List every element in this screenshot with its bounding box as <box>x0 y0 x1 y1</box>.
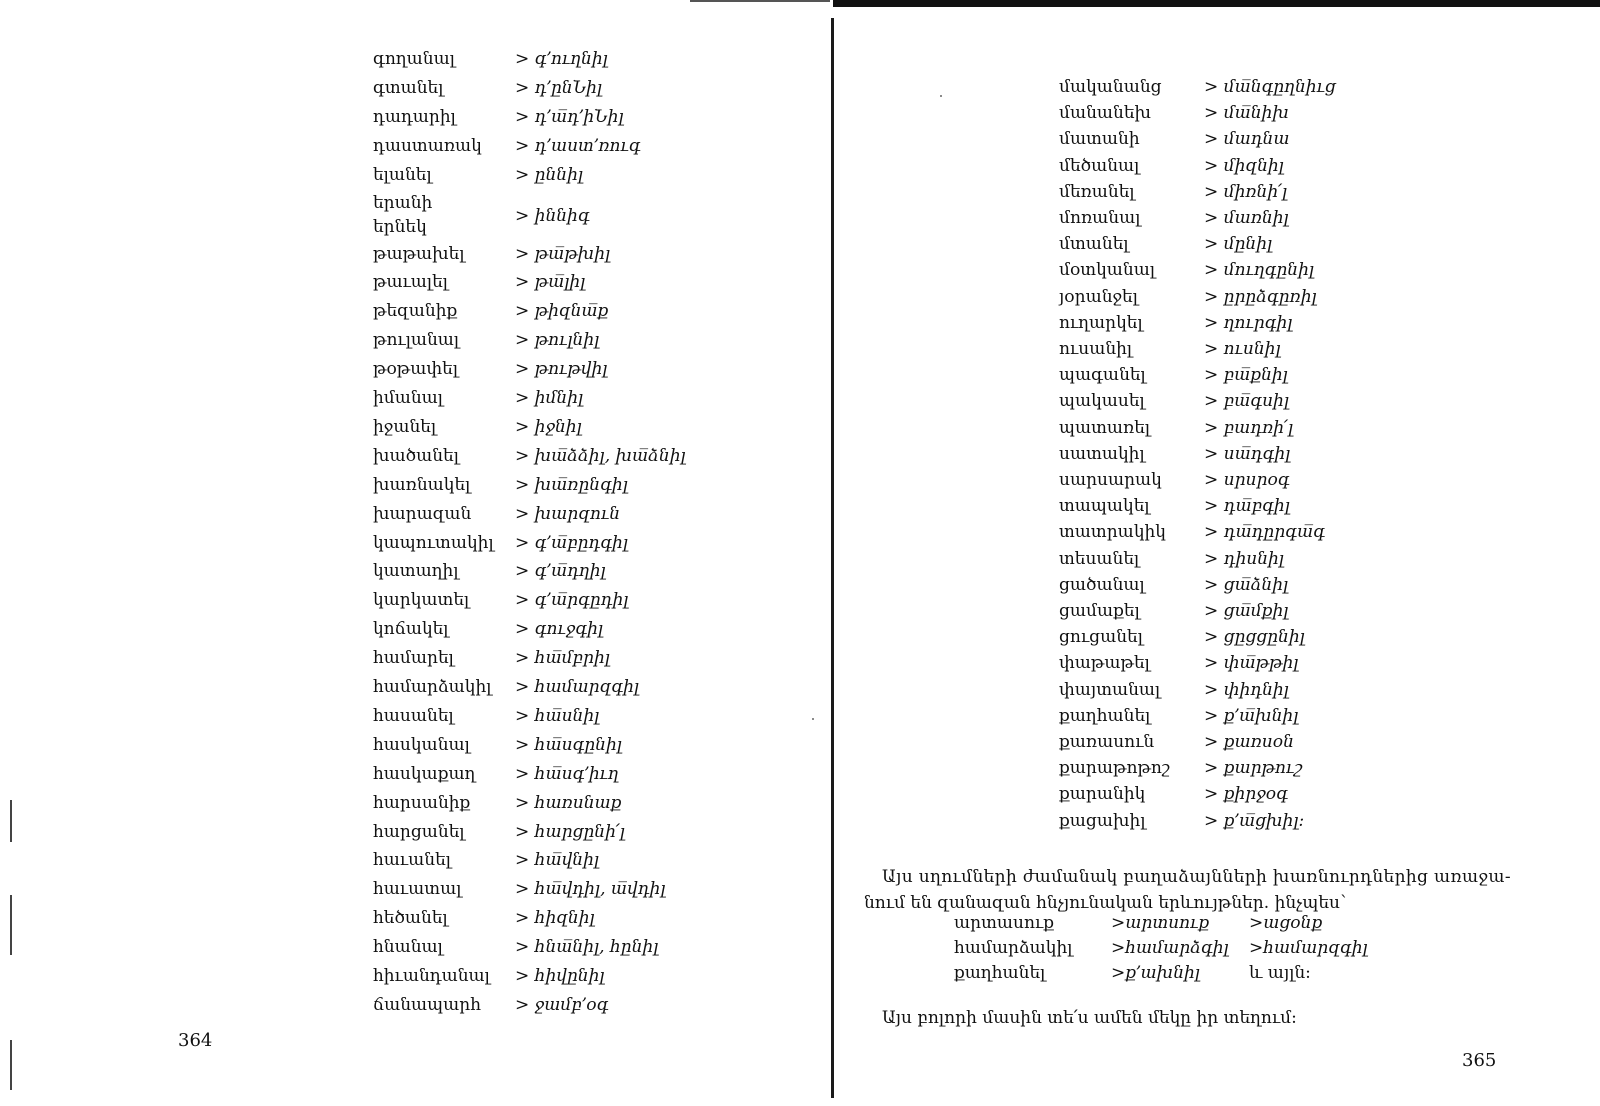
vocab-dialect-form: > գ՚ա̅րգըդիլ <box>515 590 629 611</box>
vocab-source-word: մոռանալ <box>1059 208 1141 228</box>
vocab-dialect-form: > հա̅մբրիլ <box>515 648 610 669</box>
vocab-source-word: իմանալ <box>373 388 443 408</box>
vocab-dialect-form: > փիդնիլ <box>1204 679 1289 700</box>
vocab-source-word: պագանել <box>1059 365 1146 386</box>
vocab-source-word: գողանալ <box>373 49 455 69</box>
vocab-source-word: հաւատալ <box>373 879 462 900</box>
vocab-dialect-form: > ղուրգիլ <box>1204 312 1293 333</box>
vocab-dialect-form: > դ՚աստ՚ռուգ <box>515 135 641 156</box>
vocab-dialect-form: > ցա̅մքիլ <box>1204 601 1289 621</box>
vocab-source-word: համարձակիլ <box>373 677 492 697</box>
vocab-source-word: քարաթոթոշ <box>1059 758 1170 779</box>
vocab-dialect-form: > հա̅վդիլ, ա̅վդիլ <box>515 879 666 900</box>
vocab-dialect-form: > հա̅սգընիլ <box>515 734 622 755</box>
vocab-dialect-form: > ցա̅ձնիլ <box>1204 574 1289 595</box>
vocab-dialect-form: > թա̅թխիլ <box>515 243 611 264</box>
vocab-dialect-form: > հնա̅նիլ, հընիլ <box>515 937 659 958</box>
vocab-dialect-form: > բա̅գսիլ <box>1204 391 1290 412</box>
vocab-dialect-form: > դա̅բգիլ <box>1204 496 1290 517</box>
vocab-dialect-form: > խարզուն <box>515 503 621 524</box>
vocab-dialect-form: > մընիլ <box>1204 234 1273 255</box>
vocab-dialect-form: > գ՚ա̅դղիլ <box>515 561 606 582</box>
vocab-dialect-form: > հա̅վնիլ <box>515 850 600 871</box>
vocab-source-word: քարանիկ <box>1059 784 1146 805</box>
vocab-source-word: տատրակիկ <box>1059 522 1166 543</box>
vocab-source-word: դադարիլ <box>373 106 456 127</box>
vocab-source-word: հասկանալ <box>373 734 470 755</box>
vocab-dialect-form: > բա̅քնիլ <box>1204 365 1288 386</box>
vocab-source-word: խածանել <box>373 445 459 466</box>
vocab-source-word: թաթախել <box>373 243 465 264</box>
vocab-source-word: ուսանիլ <box>1059 339 1133 359</box>
example-form: >ք՚ախնիլ <box>1111 963 1200 983</box>
vocab-source-word: պատառել <box>1059 417 1151 438</box>
vocab-source-word: մտանել <box>1059 234 1129 255</box>
vocab-source-word: մանանեխ <box>1059 103 1152 124</box>
vocab-dialect-form: > իմնիլ <box>515 388 584 408</box>
vocab-dialect-form: > մա̅նգըղնիւց <box>1204 77 1336 97</box>
vocab-source-word: գտանել <box>373 77 444 98</box>
vocab-dialect-form: > գ՚ա̅բըդգիլ <box>515 532 628 553</box>
vocab-dialect-form: > իջնիլ <box>515 416 582 437</box>
vocab-source-word: ցածանալ <box>1059 574 1145 595</box>
vocab-dialect-form: > բադռի՛լ <box>1204 417 1294 438</box>
vocab-source-word: պակասել <box>1059 391 1145 412</box>
vocab-dialect-form: > դիսնիլ <box>1204 548 1284 569</box>
vocab-dialect-form: > իննիգ <box>515 205 590 226</box>
example-form: >ացօնք <box>1249 913 1323 933</box>
vocab-source-word: փայտանալ <box>1059 679 1161 700</box>
vocab-dialect-form: > սրսրօգ <box>1204 470 1290 490</box>
vocab-dialect-form: > թա̅լիլ <box>515 272 586 293</box>
vocab-source-word: ելանել <box>373 164 432 185</box>
vocab-source-word: խարազան <box>373 503 472 524</box>
vocab-dialect-form: > թիզնա̅ք <box>515 301 609 322</box>
vocab-source-word: հիւանդանալ <box>373 966 490 986</box>
example-word: քաղհանել <box>954 963 1046 983</box>
example-form: >համարձգիլ <box>1111 938 1229 958</box>
vocab-source-word: մականանց <box>1059 77 1162 97</box>
vocab-dialect-form: > համարզգիլ <box>515 677 640 697</box>
vocab-dialect-form: > հիվընիլ <box>515 966 605 986</box>
vocab-source-word: մեծանալ <box>1059 155 1140 176</box>
example-word: արտասուք <box>954 913 1055 933</box>
vocab-source-word: հարսանիք <box>373 792 471 813</box>
vocab-source-word: թեզանիք <box>373 301 458 322</box>
vocab-source-word: քացախիլ <box>1059 810 1146 831</box>
vocab-dialect-form: > թութվիլ <box>515 359 608 380</box>
vocab-source-word: քաղհանել <box>1059 705 1151 726</box>
vocab-dialect-form: > ըննիլ <box>515 164 584 185</box>
vocab-source-word: քառասուն <box>1059 732 1155 752</box>
vocab-source-word: փաթաթել <box>1059 653 1150 674</box>
vocab-source-word: հնանալ <box>373 937 443 958</box>
vocab-source-word: հաւանել <box>373 850 451 871</box>
vocab-source-word: ճանապարհ <box>373 994 482 1015</box>
closing-paragraph: Այս բոլորի մասին տե՛ս ամեն մեկը իր տեղում: <box>882 1008 1297 1028</box>
vocab-source-word: կարկատել <box>373 590 470 611</box>
vocab-source-word: մատանի <box>1059 129 1140 150</box>
vocab-source-word: սատակիլ <box>1059 443 1145 464</box>
right-page <box>834 0 1600 1106</box>
vocab-dialect-form: > մա̅նիխ <box>1204 103 1289 124</box>
vocab-dialect-form: > մառնիլ <box>1204 208 1289 228</box>
vocab-source-word: կապուտակիլ <box>373 532 494 553</box>
vocab-dialect-form: > դ՚ա̅դ՚իՆիլ <box>515 106 624 127</box>
vocab-dialect-form: > հարցընի՛լ <box>515 821 625 842</box>
vocab-dialect-form: > փա̅թթիլ <box>1204 653 1299 674</box>
page-number-right: 365 <box>1462 1050 1497 1071</box>
vocab-dialect-form: > խա̅ձձիլ, խա̅ձնիլ <box>515 445 686 466</box>
vocab-source-word: սարսարակ <box>1059 470 1162 490</box>
vocab-source-word: տեսանել <box>1059 548 1140 569</box>
vocab-source-word: հեծանել <box>373 908 448 929</box>
vocab-source-word: յօրանջել <box>1059 286 1138 307</box>
vocab-dialect-form: > քառսօն <box>1204 732 1294 752</box>
vocab-dialect-form: > ցըցցընիլ <box>1204 627 1305 648</box>
page-number-left: 364 <box>178 1030 213 1051</box>
vocab-dialect-form: > ք՚ա̅խնիլ <box>1204 705 1299 726</box>
vocab-dialect-form: > հա̅սնիլ <box>515 705 600 726</box>
vocab-source-word: հարցանել <box>373 821 465 842</box>
vocab-source-word: համարել <box>373 648 454 669</box>
vocab-dialect-form: > դա̅դըրգա̅գ <box>1204 522 1325 543</box>
example-word: համարձակիլ <box>954 938 1073 958</box>
example-form: >արտսուք <box>1111 913 1210 933</box>
vocab-dialect-form: > սա̅դգիլ <box>1204 443 1291 464</box>
vocab-source-word: ցամաքել <box>1059 601 1140 621</box>
vocab-source-word: կոճակել <box>373 619 449 640</box>
vocab-dialect-form: > միզնիլ <box>1204 155 1284 176</box>
vocab-source-word: իջանել <box>373 416 437 437</box>
vocab-dialect-form: > գ՚ուղնիլ <box>515 49 608 69</box>
vocab-dialect-form: > հառսնաք <box>515 792 622 813</box>
vocab-dialect-form: > մուղգընիլ <box>1204 260 1315 281</box>
vocab-dialect-form: > քիրջօգ <box>1204 784 1288 805</box>
vocab-dialect-form: > ըրըձգըռիլ <box>1204 286 1317 307</box>
vocab-source-word: թօթափել <box>373 359 459 380</box>
example-form: >համարզգիլ <box>1249 938 1368 958</box>
vocab-source-word: հասանել <box>373 705 454 726</box>
vocab-dialect-form: > քարթուշ <box>1204 758 1303 779</box>
paragraph-line: նում են զանազան հնչյունական երևույթներ. ինչպես՝ <box>864 893 1347 913</box>
vocab-dialect-form: > ուսնիլ <box>1204 339 1281 359</box>
paragraph-line: Այս սղումների ժամանակ բաղաձայնների խառնուրդներից առաջա- <box>882 867 1511 887</box>
vocab-dialect-form: > մադնա <box>1204 129 1290 150</box>
vocab-source-word: տապակել <box>1059 496 1150 517</box>
vocab-dialect-form: > միռնի՛լ <box>1204 181 1288 202</box>
vocab-source-word: ուղարկել <box>1059 312 1143 333</box>
vocab-source-word: մօտկանալ <box>1059 260 1156 281</box>
vocab-source-word: հասկաքաղ <box>373 763 476 784</box>
vocab-source-word: մեռանել <box>1059 181 1135 202</box>
vocab-source-word: թուլանալ <box>373 330 460 351</box>
vocab-dialect-form: > ք՚ա̅ցխիլ: <box>1204 810 1305 831</box>
vocab-dialect-form: > թուլնիլ <box>515 330 600 351</box>
vocab-source-word: խառնակել <box>373 474 471 495</box>
vocab-source-word: երանի երնեկ <box>373 192 433 237</box>
vocab-dialect-form: > դ՚ընՆիլ <box>515 77 603 98</box>
vocab-source-word: դաստառակ <box>373 135 482 156</box>
vocab-dialect-form: > հիզնիլ <box>515 908 595 929</box>
vocab-dialect-form: > ջամբ՚օգ <box>515 994 609 1015</box>
example-form: և այլն: <box>1249 963 1311 983</box>
vocab-dialect-form: > գուջգիլ <box>515 619 604 640</box>
vocab-dialect-form: > խա̅ռընգիլ <box>515 474 628 495</box>
vocab-source-word: թաւալել <box>373 272 448 293</box>
vocab-dialect-form: > հա̅սգ՚իւղ <box>515 763 619 784</box>
vocab-source-word: ցուցանել <box>1059 627 1143 648</box>
vocab-source-word: կատաղիլ <box>373 561 459 582</box>
